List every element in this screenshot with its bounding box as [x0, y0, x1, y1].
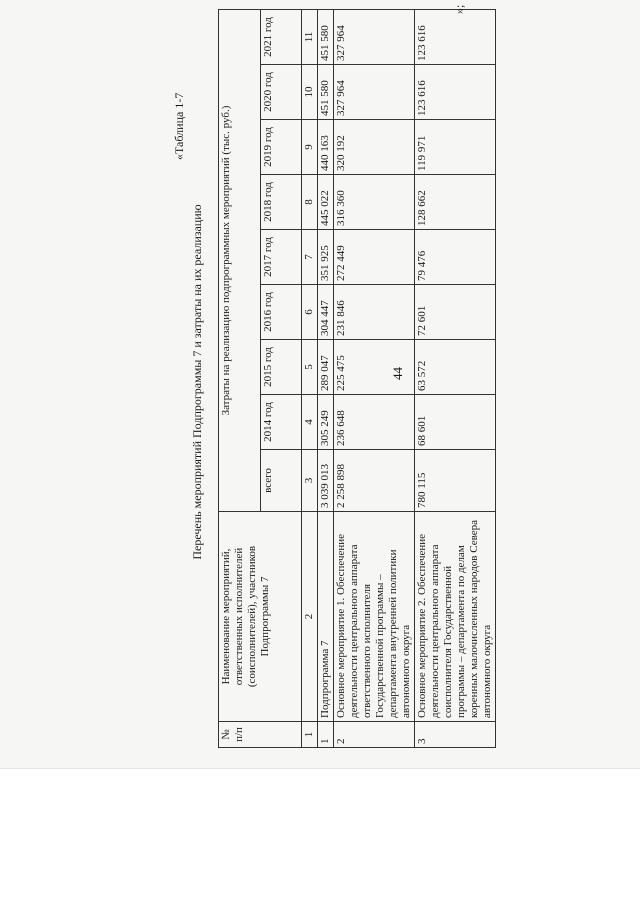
column-number: 8 — [302, 175, 318, 230]
row-value: 225 475 — [334, 340, 415, 395]
row-value: 236 648 — [334, 395, 415, 450]
row-total: 3 039 013 — [318, 450, 334, 512]
table-title: Перечень мероприятий Подпрограммы 7 и затраты на их реализацию — [190, 204, 204, 560]
header-year: 2016 год — [260, 285, 302, 340]
table-row — [415, 10, 496, 748]
column-number: 3 — [302, 450, 318, 512]
row-value: 305 249 — [318, 395, 334, 450]
row-value: 272 449 — [334, 230, 415, 285]
row-value: 320 192 — [334, 120, 415, 175]
column-number: 7 — [302, 230, 318, 285]
row-value: 445 022 — [318, 175, 334, 230]
row-value: 304 447 — [318, 285, 334, 340]
closing-mark: »; — [452, 4, 466, 14]
row-value: 327 964 — [334, 65, 415, 120]
row-no: 2 — [334, 722, 415, 748]
header-year: 2020 год — [260, 65, 302, 120]
row-value: 72 601 — [415, 285, 496, 340]
row-value: 440 163 — [318, 120, 334, 175]
column-number: 2 — [302, 512, 318, 722]
row-no: 3 — [415, 722, 496, 748]
header-total: всего — [260, 450, 302, 512]
row-total: 780 115 — [415, 450, 496, 512]
column-number: 9 — [302, 120, 318, 175]
row-value: 79 476 — [415, 230, 496, 285]
page-number: 44 — [390, 367, 405, 380]
row-value: 128 662 — [415, 175, 496, 230]
column-number: 10 — [302, 65, 318, 120]
header-year: 2015 год — [260, 340, 302, 395]
table-reference: «Таблица 1-7 — [172, 92, 186, 160]
row-total: 2 258 898 — [334, 450, 415, 512]
row-name: Подпрограмма 7 — [318, 512, 334, 722]
header-costs-group: Затраты на реализацию подпрограммных мероприятий (тыс. руб.) — [219, 10, 261, 512]
header-year: 2019 год — [260, 120, 302, 175]
table-row — [334, 10, 415, 748]
row-value: 119 971 — [415, 120, 496, 175]
row-value: 451 580 — [318, 10, 334, 65]
column-number: 5 — [302, 340, 318, 395]
row-name: Основное мероприятие 2. Обеспечение деятельности центрального аппарата соисполнителя Государственной программы – департамента по делам коренных малочисленных народов Севера автономного округа — [415, 512, 496, 722]
row-value: 289 047 — [318, 340, 334, 395]
column-number: 4 — [302, 395, 318, 450]
row-no: 1 — [318, 722, 334, 748]
row-value: 451 580 — [318, 65, 334, 120]
costs-table — [218, 9, 496, 748]
row-value: 68 601 — [415, 395, 496, 450]
row-value: 231 846 — [334, 285, 415, 340]
row-value: 316 360 — [334, 175, 415, 230]
column-number-row — [302, 10, 318, 748]
header-year: 2017 год — [260, 230, 302, 285]
header-name: Наименование мероприятий, ответственных исполнителей (соисполнителей), участников Подпрограммы 7 — [219, 512, 302, 722]
row-value: 351 925 — [318, 230, 334, 285]
row-value: 63 572 — [415, 340, 496, 395]
row-value: 123 616 — [415, 10, 496, 65]
column-number: 1 — [302, 722, 318, 748]
column-number: 6 — [302, 285, 318, 340]
header-row-1 — [219, 10, 261, 748]
header-no: № п/п — [219, 722, 302, 748]
header-year: 2018 год — [260, 175, 302, 230]
header-year: 2014 год — [260, 395, 302, 450]
header-year: 2021 год — [260, 10, 302, 65]
table-row — [318, 10, 334, 748]
column-number: 11 — [302, 10, 318, 65]
rotated-content — [22, 0, 622, 756]
row-name: Основное мероприятие 1. Обеспечение деятельности центрального аппарата ответственного исполнителя Государственной программы – департамента внутренней политики автономного округа — [334, 512, 415, 722]
row-value: 327 964 — [334, 10, 415, 65]
row-value: 123 616 — [415, 65, 496, 120]
